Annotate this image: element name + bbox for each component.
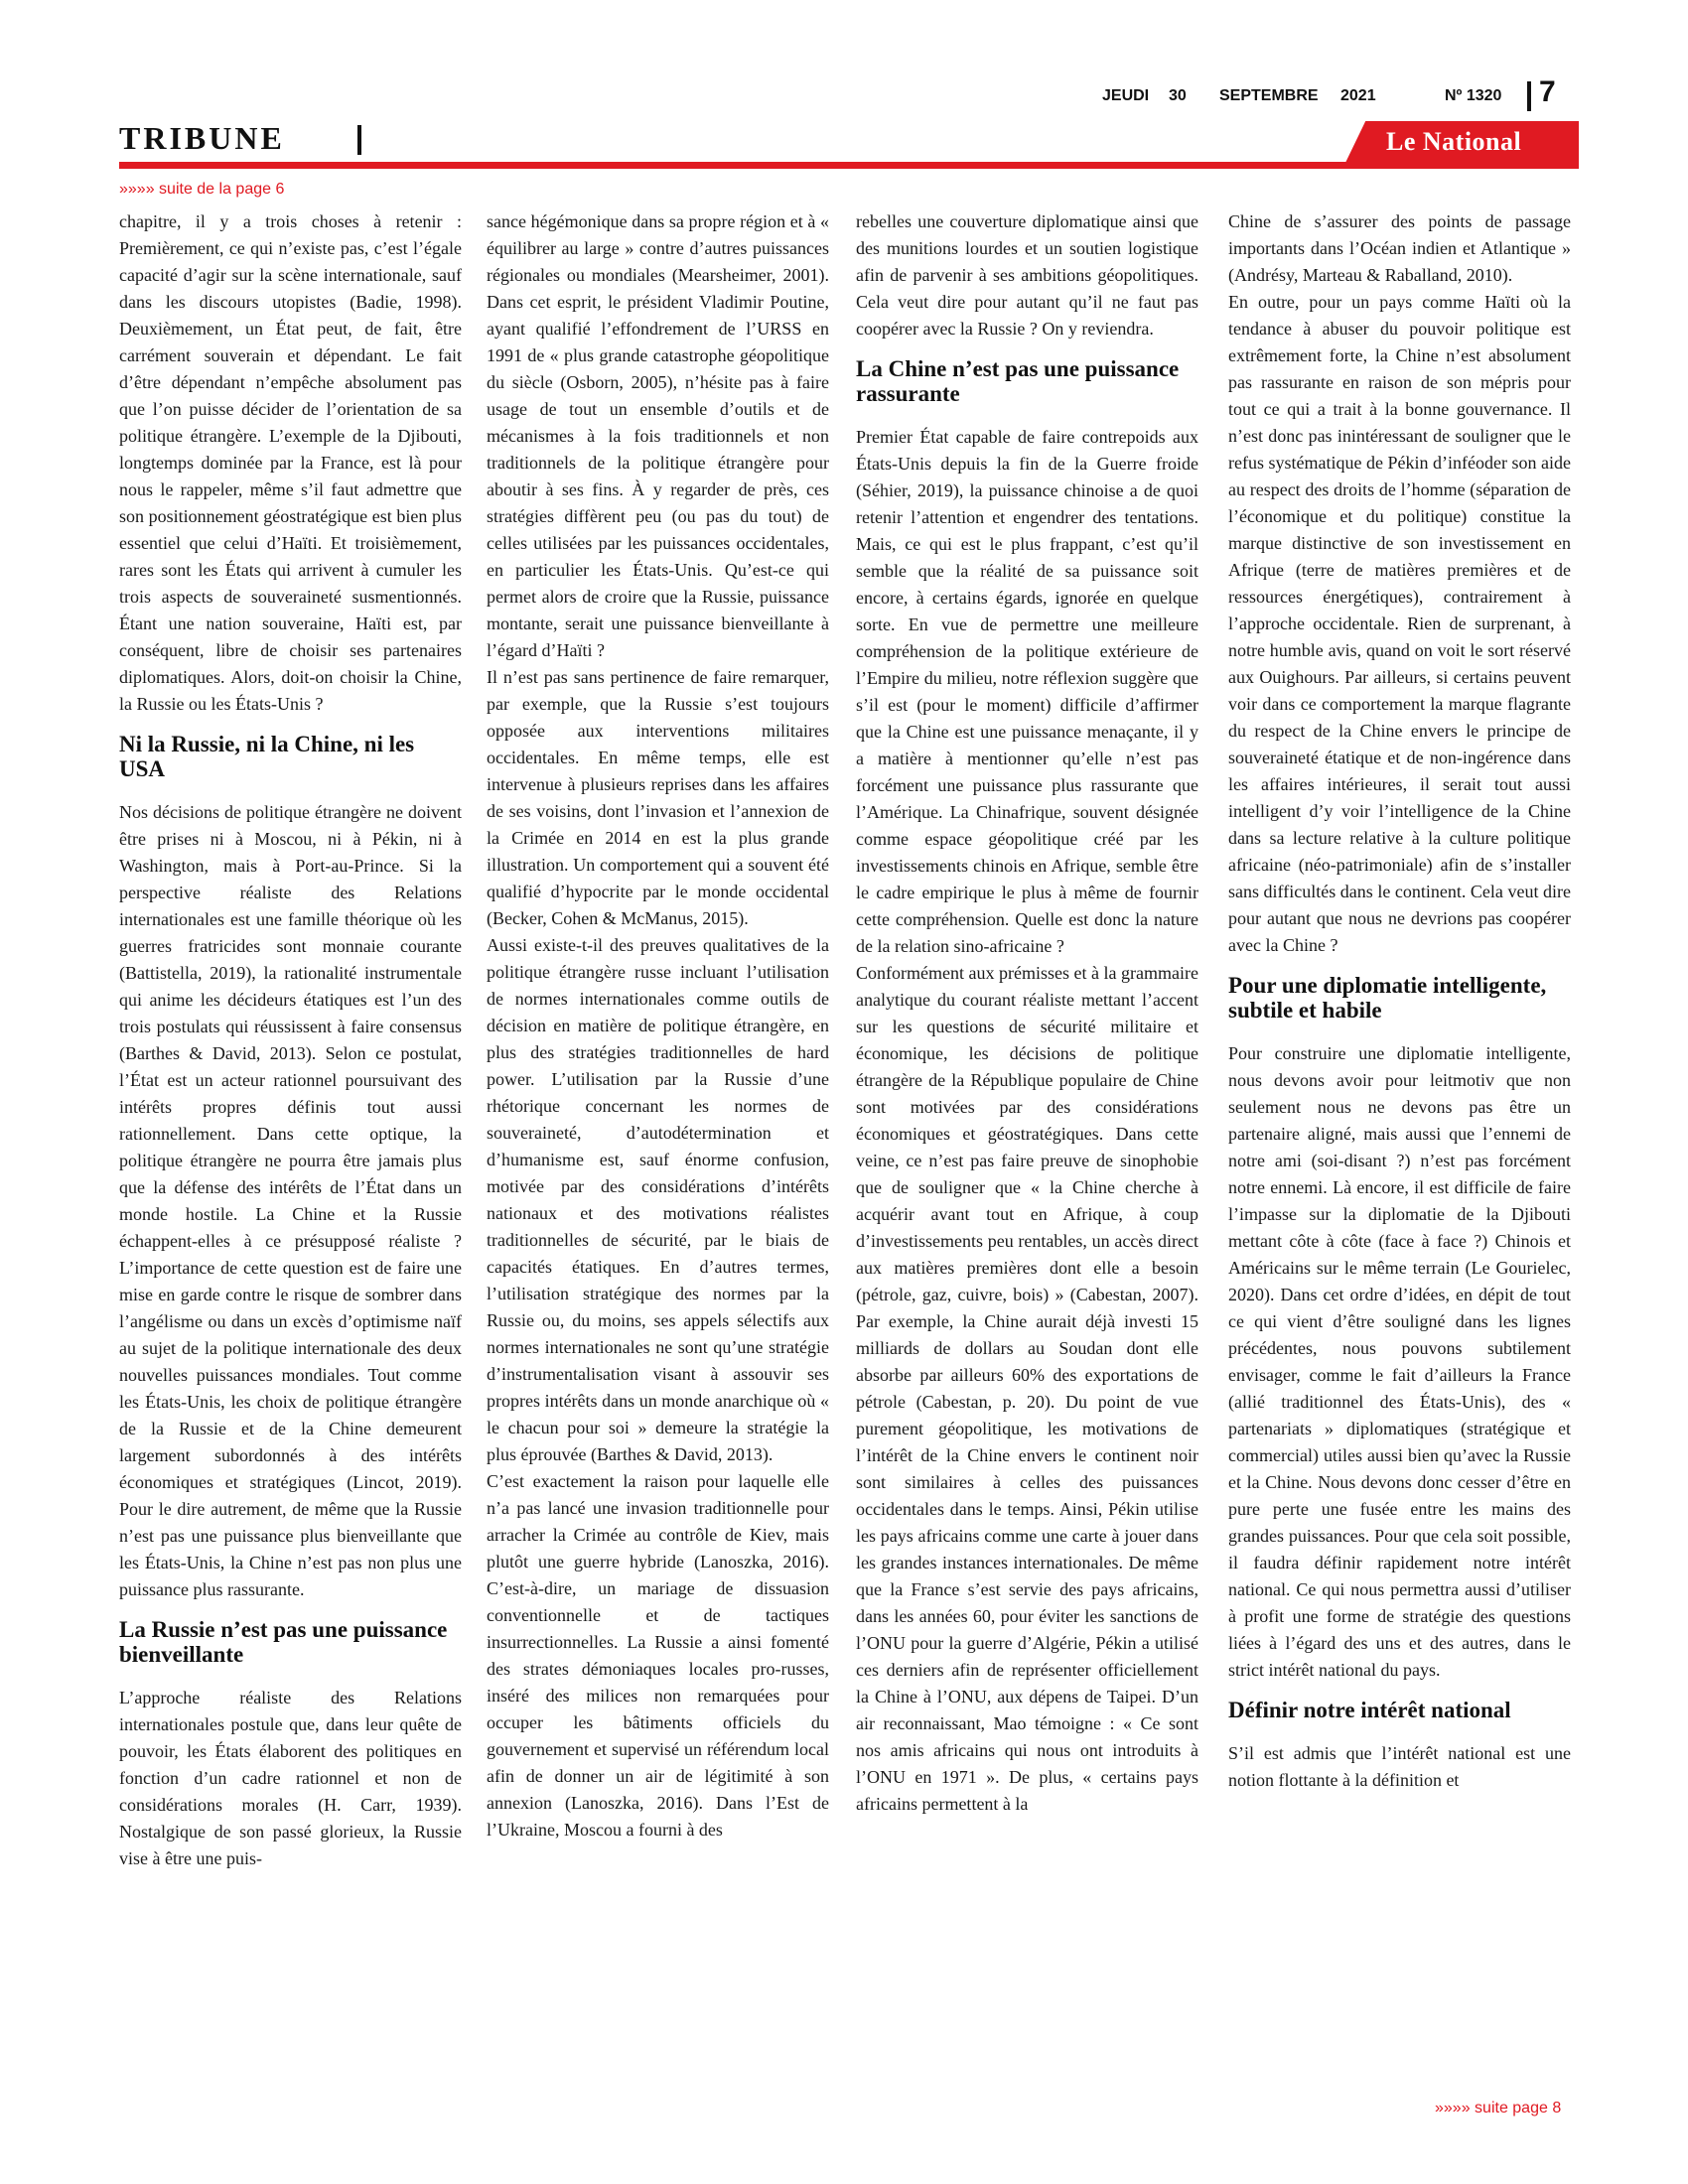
section-title: TRIBUNE bbox=[119, 120, 285, 156]
issue-month: SEPTEMBRE bbox=[1219, 87, 1319, 104]
paragraph: Chine de s’assurer des points de passage importants dans l’Océan indien et Atlantique » (Andrésy, Marteau & Raballand, 2010). bbox=[1228, 211, 1571, 285]
subheading: La Chine n’est pas une puissance rassurante bbox=[856, 356, 1180, 406]
paragraph: chapitre, il y a trois choses à retenir : Premièrement, ce qui n’existe pas, c’est l’égale capacité d’agir sur la scène internationale, sauf dans les discours utopistes (Badie, 1998). Deuxièmement, un État peut, de fait, être carrément souverain et dépendant. Le fait d’être dépendant n’empêche absolument pas que l’on puisse décider de l’orientation de sa politique étrangère. L’exemple de la Djibouti, longtemps dominée par la France, est là pour nous le rappeler, même s’il faut admettre que son positionnement géostratégique est bien plus essentiel que celui d’Haïti. Et troisièmement, rares sont les États qui arrivent à cumuler les trois aspects de souveraineté susmentionnés. Étant une nation souveraine, Haïti est, par conséquent, libre de choisir ses partenaires diplomatiques. Alors, doit-on choisir la Chine, la Russie ou les États-Unis ? bbox=[119, 211, 462, 714]
paragraph: En outre, pour un pays comme Haïti où la tendance à abuser du pouvoir politique est extrêmement forte, la Chine n’est absolument pas rassurante en raison de son mépris pour tout ce qui a trait à la bonne gouvernance. Il n’est donc pas inintéressant de souligner que le refus systématique de Pékin d’inféoder son aide au respect des droits de l’homme (séparation de l’économique et du politique) constitue la marque distinctive de son investissement en Afrique (terre de matières premières et de ressources énergétiques), contrairement à l’approche occidentale. Rien de surprenant, à notre humble avis, quand on voit le sort réservé aux Ouighours. Par ailleurs, si certains peuvent voir dans ce comportement la marque flagrante du respect de la Chine envers le principe de souveraineté étatique et de non-ingérence dans les affaires intérieures, il serait tout aussi intelligent d’y voir l’intelligence de la Chine dans sa lecture relative à la culture politique africaine (néo-patrimoniale) afin de s’installer sans difficultés dans le continent. Cela veut dire pour autant que nous ne devrions pas coopérer avec la Chine ? bbox=[1228, 292, 1571, 955]
continued-to-link[interactable]: »»»» suite page 8 bbox=[1435, 2100, 1562, 2116]
paragraph: sance hégémonique dans sa propre région et à « équilibrer au large » contre d’autres puissances régionales ou mondiales (Mearsheimer, 2001). Dans cet esprit, le président Vladimir Poutine, ayant qualifié l’effondrement de l’URSS en 1991 de « plus grande catastrophe géopolitique du siècle (Osborn, 2005), n’hésite pas à faire usage de tout un ensemble d’outils et de mécanismes à la fois traditionnels et non traditionnels de la politique étrangère pour aboutir à ses fins. À y regarder de près, ces stratégies diffèrent peu (ou pas du tout) de celles utilisées par les puissances occidentales, en particulier les États-Unis. Qu’est-ce qui permet alors de croire que la Russie, puissance montante, serait une puissance bienveillante à l’égard d’Haïti ? bbox=[487, 211, 829, 660]
paragraph: L’approche réaliste des Relations internationales postule que, dans leur quête de pouvoir, les États élaborent des politiques en fonction d’un cadre rationnel et non de considérations morales (H. Carr, 1939). Nostalgique de son passé glorieux, la Russie vise à être une puis- bbox=[119, 1688, 462, 1868]
continued-from-link[interactable]: »»»» suite de la page 6 bbox=[119, 181, 285, 198]
article-column-1 bbox=[119, 208, 462, 1872]
page-number-divider bbox=[1527, 81, 1531, 111]
subheading: Ni la Russie, ni la Chine, ni les USA bbox=[119, 732, 415, 781]
issue-day: JEUDI bbox=[1102, 87, 1150, 104]
issue-year: 2021 bbox=[1340, 87, 1376, 104]
header-rule bbox=[119, 162, 1579, 169]
paragraph: Pour construire une diplomatie intelligente, nous devons avoir pour leitmotiv que non seulement nous ne devons pas être un partenaire aligné, mais aussi que l’ennemi de notre ami (soi-disant ?) n’est pas forcément notre ennemi. Là encore, il est difficile de faire l’impasse sur la diplomatie de la Djibouti mettant côte à côte (face à face ?) Chinois et Américains sur le même terrain (Le Gourielec, 2020). Dans cet ordre d’idées, en dépit de tout ce qui vient d’être souligné dans les lignes précédentes, nous pouvons subtilement envisager, comme le fait d’ailleurs la France (allié traditionnel des États-Unis), des « partenariats » diplomatiques (stratégique et commercial) utiles aussi bien qu’avec la Russie et la Chine. Nous devons donc cesser d’être en pure perte une fusée entre les mains des grandes puissances. Pour que cela soit possible, il faudra définir rapidement notre intérêt national. Ce qui nous permettra aussi d’utiliser à profit une forme de stratégie des questions liées à l’égard des uns et des autres, dans le strict intérêt national du pays. bbox=[1228, 1043, 1571, 1680]
issue-date: 30 bbox=[1169, 87, 1187, 104]
subheading: Définir notre intérêt national bbox=[1228, 1698, 1511, 1722]
issue-number: Nº 1320 bbox=[1445, 87, 1502, 104]
paragraph: Nos décisions de politique étrangère ne doivent être prises ni à Moscou, ni à Pékin, ni à Washington, mais à Port-au-Prince. Si la perspective réaliste des Relations internationales est une famille théorique où les guerres fratricides sont monnaie courante (Battistella, 2019), la rationalité instrumentale qui anime les décideurs étatiques est l’un des trois postulats qui réussissent à faire consensus (Barthes & David, 2013). Selon ce postulat, l’État est un acteur rationnel poursuivant des intérêts propres définis tout aussi rationnellement. Dans cette optique, la politique étrangère ne pourra être jamais plus que la défense des intérêts de l’État dans un monde hostile. La Chine et la Russie échappent-elles à ce présupposé réaliste ? L’importance de cette question est de faire une mise en garde contre le risque de sombrer dans l’angélisme ou dans un excès d’optimisme naïf au sujet de la politique internationale des deux nouvelles puissances mondiales. Tout comme les États-Unis, les choix de politique étrangère de la Russie et de la Chine demeurent largement subordonnés à des intérêts économiques et stratégiques (Lincot, 2019). Pour le dire autrement, de même que la Russie n’est pas une puissance plus bienveillante que les États-Unis, la Chine n’est pas non plus une puissance plus rassurante. bbox=[119, 802, 462, 1599]
article-column-3 bbox=[856, 208, 1198, 1818]
brand-name: Le National bbox=[1386, 127, 1522, 156]
paragraph: S’il est admis que l’intérêt national est une notion flottante à la définition et bbox=[1228, 1743, 1571, 1790]
section-title-divider bbox=[357, 125, 361, 155]
paragraph: Premier État capable de faire contrepoids aux États-Unis depuis la fin de la Guerre froide (Séhier, 2019), la puissance chinoise a de quoi retenir l’attention et engendrer des tentations. Mais, ce qui est le plus frappant, c’est qu’il semble que la réalité de sa puissance soit encore, à certains égards, ignorée en quelque sorte. En vue de permettre une meilleure compréhension de la politique extérieure de l’Empire du milieu, notre réflexion suggère que s’il est (pour le moment) difficile d’affirmer que la Chine est une puissance menaçante, il y a matière à mentionner qu’elle n’est pas forcément une puissance plus rassurante que l’Amérique. La Chinafrique, souvent désignée comme espace géopolitique créé par les investissements chinois en Afrique, semble être le cadre empirique le plus à même de fournir cette compréhension. Quelle est donc la nature de la relation sino-africaine ? bbox=[856, 427, 1198, 956]
paragraph: Aussi existe-t-il des preuves qualitatives de la politique étrangère russe incluant l’utilisation de normes internationales comme outils de décision en matière de politique étrangère, en plus des stratégies traditionnelles de hard power. L’utilisation par la Russie d’une rhétorique concernant les normes de souveraineté, d’autodétermination et d’humanisme est, sauf énorme confusion, motivée par des considérations d’intérêts nationaux et des motivations réalistes traditionnelles de sécurité, par le biais de capacités étatiques. En d’autres termes, l’utilisation stratégique des normes par la Russie ou, du moins, ses appels sélectifs aux normes internationales ne sont qu’une stratégie d’instrumentalisation visant à assouvir ses propres intérêts dans un monde anarchique où « le chacun pour soi » demeure la stratégie la plus éprouvée (Barthes & David, 2013). bbox=[487, 935, 829, 1464]
issue-meta bbox=[1102, 75, 1556, 111]
subheading: La Russie n’est pas une puissance bienveillante bbox=[119, 1617, 448, 1667]
paragraph: Il n’est pas sans pertinence de faire remarquer, par exemple, que la Russie s’est toujours opposée aux interventions militaires occidentales. En même temps, elle est intervenue à plusieurs reprises dans les affaires de ses voisins, dont l’invasion et l’annexion de la Crimée en 2014 en est la plus grande illustration. Un comportement qui a souvent été qualifié d’hypocrite par le monde occidental (Becker, Cohen & McManus, 2015). bbox=[487, 667, 829, 928]
article-column-4 bbox=[1228, 208, 1571, 1794]
paragraph: rebelles une couverture diplomatique ainsi que des munitions lourdes et un soutien logistique afin de parvenir à ses ambitions géopolitiques. Cela veut dire pour autant qu’il ne faut pas coopérer avec la Russie ? On y reviendra. bbox=[856, 211, 1198, 339]
paragraph: Conformément aux prémisses et à la grammaire analytique du courant réaliste mettant l’accent sur les questions de sécurité militaire et économique, les décisions de politique étrangère de la République populaire de Chine sont motivées par des considérations économiques et géostratégiques. Dans cette veine, ce n’est pas faire preuve de sinophobie que de souligner que « la Chine cherche à acquérir avant tout en Afrique, à coup d’investissements peu rentables, un accès direct aux matières premières dont elle a besoin (pétrole, gaz, cuivre, bois) » (Cabestan, 2007). Par exemple, la Chine aurait déjà investi 15 milliards de dollars au Soudan dont elle absorbe par ailleurs 60% des exportations de pétrole (Cabestan, p. 20). Du point de vue purement géopolitique, les motivations de l’intérêt de la Chine envers le continent noir sont similaires à celles des puissances occidentales dans le temps. Ainsi, Pékin utilise les pays africains comme une carte à jouer dans les grandes instances internationales. De même que la France s’est servie des pays africains, dans les années 60, pour éviter les sanctions de l’ONU pour la guerre d’Algérie, Pékin a utilisé ces derniers afin de représenter officiellement la Chine à l’ONU, aux dépens de Taipei. D’un air reconnaissant, Mao témoigne : « Ce sont nos amis africains qui nous ont introduits à l’ONU en 1971 ». De plus, « certains pays africains permettent à la bbox=[856, 963, 1198, 1814]
article-column-2 bbox=[487, 208, 829, 1843]
page-number: 7 bbox=[1539, 75, 1556, 108]
paragraph: C’est exactement la raison pour laquelle elle n’a pas lancé une invasion traditionnelle pour arracher la Crimée au contrôle de Kiev, mais plutôt une guerre hybride (Lanoszka, 2016). C’est-à-dire, un mariage de dissuasion conventionnelle et de tactiques insurrectionnelles. La Russie a ainsi fomenté des strates démoniaques locales pro-russes, inséré des milices non remarquées pour occuper les bâtiments officiels du gouvernement et supervisé un référendum local afin de donner un air de légitimité à son annexion (Lanoszka, 2016). Dans l’Est de l’Ukraine, Moscou a fourni à des bbox=[487, 1471, 829, 1840]
subheading: Pour une diplomatie intelligente, subtile et habile bbox=[1228, 973, 1547, 1023]
